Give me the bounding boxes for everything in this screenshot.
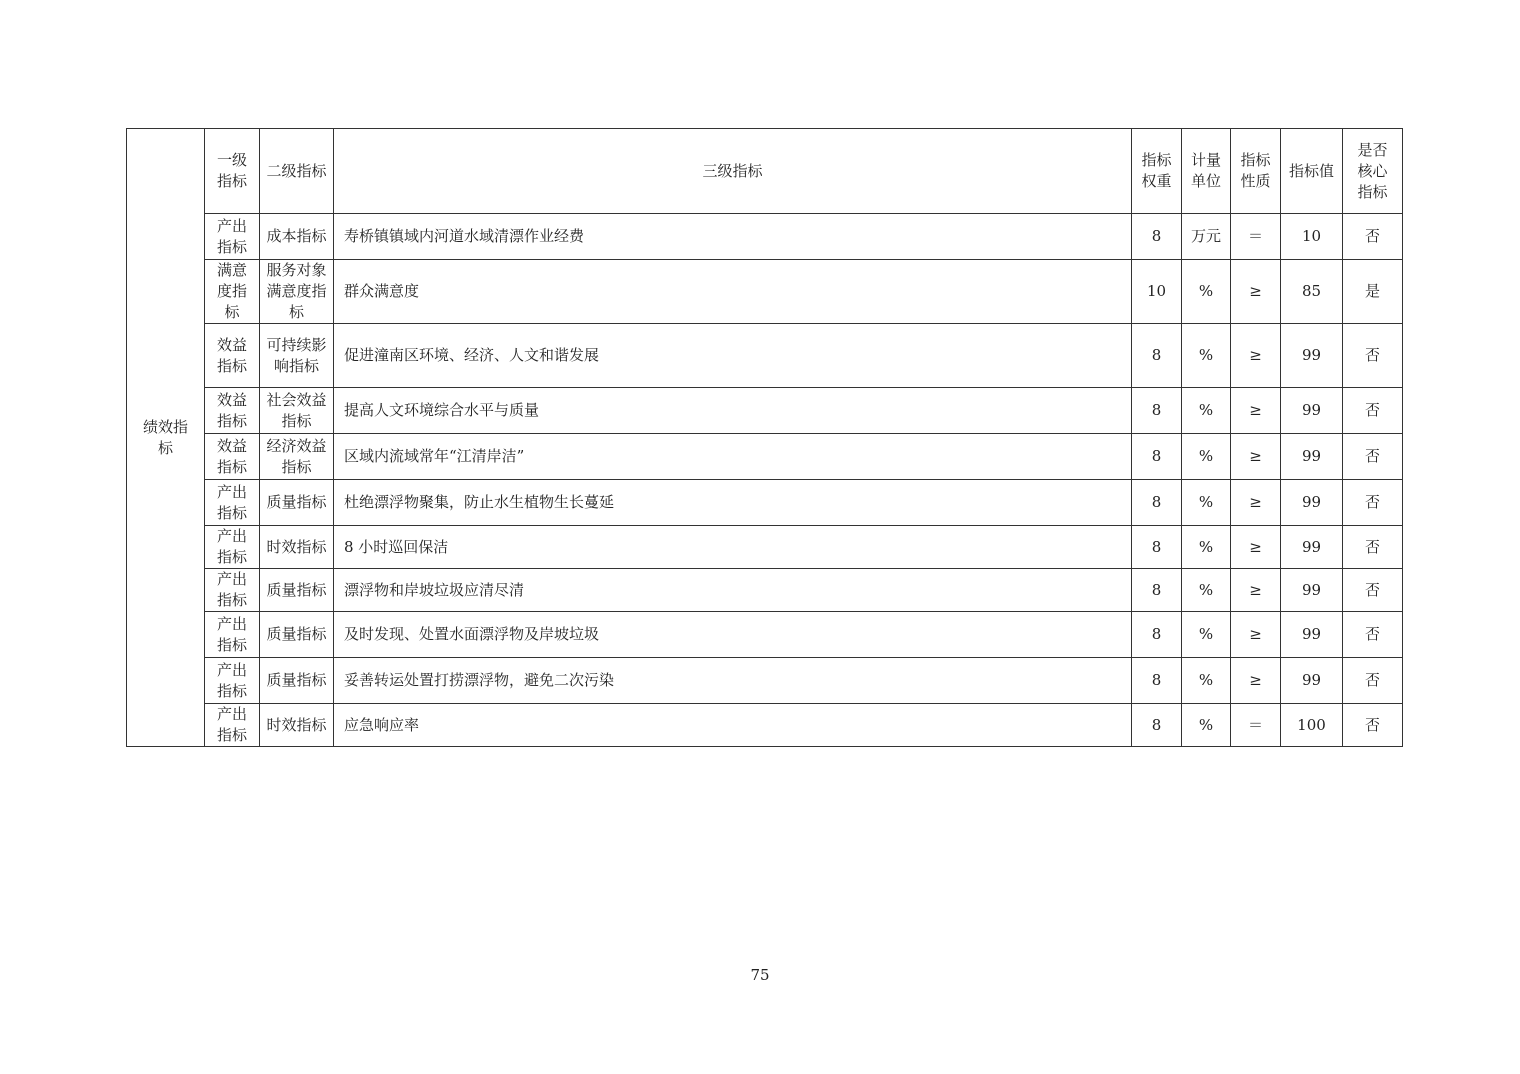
header-unit: 计量单位 [1182,129,1231,214]
cell-core: 否 [1343,324,1403,388]
cell-level3: 区域内流域常年“江清岸洁” [334,434,1132,480]
table-row [127,480,1403,526]
cell-core: 否 [1343,704,1403,747]
header-nature: 指标性质 [1231,129,1281,214]
header-level2: 二级指标 [260,129,334,214]
cell-value: 99 [1281,480,1343,526]
cell-weight: 8 [1132,434,1182,480]
cell-nature: ≥ [1231,434,1281,480]
cell-unit: 万元 [1182,214,1231,260]
cell-value: 99 [1281,569,1343,612]
cell-value: 10 [1281,214,1343,260]
table-header-row [127,129,1403,214]
cell-value: 99 [1281,434,1343,480]
cell-level2: 质量指标 [260,480,334,526]
cell-level2: 时效指标 [260,526,334,569]
cell-weight: 8 [1132,569,1182,612]
cell-level1: 效益指标 [205,434,260,480]
cell-weight: 8 [1132,324,1182,388]
cell-core: 否 [1343,480,1403,526]
cell-unit: % [1182,704,1231,747]
cell-unit: % [1182,480,1231,526]
performance-indicator-table [126,128,1403,747]
cell-core: 是 [1343,260,1403,324]
cell-nature: ≥ [1231,388,1281,434]
cell-weight: 8 [1132,612,1182,658]
cell-level3: 及时发现、处置水面漂浮物及岸坡垃圾 [334,612,1132,658]
cell-level1: 产出指标 [205,526,260,569]
table-row [127,658,1403,704]
cell-level2: 可持续影响指标 [260,324,334,388]
page-number: 75 [750,966,770,984]
cell-unit: % [1182,569,1231,612]
cell-core: 否 [1343,388,1403,434]
group-label-cell: 绩效指标 [127,129,205,747]
cell-level2: 质量指标 [260,612,334,658]
cell-unit: % [1182,388,1231,434]
cell-value: 99 [1281,612,1343,658]
cell-core: 否 [1343,214,1403,260]
table-row [127,569,1403,612]
table-row [127,704,1403,747]
table-row [127,526,1403,569]
cell-core: 否 [1343,612,1403,658]
cell-level2: 成本指标 [260,214,334,260]
table-row [127,260,1403,324]
cell-level2: 经济效益指标 [260,434,334,480]
cell-level3: 杜绝漂浮物聚集，防止水生植物生长蔓延 [334,480,1132,526]
cell-level1: 产出指标 [205,569,260,612]
cell-level1: 产出指标 [205,214,260,260]
cell-core: 否 [1343,434,1403,480]
header-weight: 指标权重 [1132,129,1182,214]
cell-weight: 8 [1132,658,1182,704]
cell-nature: ≥ [1231,480,1281,526]
table-row [127,324,1403,388]
cell-level1: 产出指标 [205,704,260,747]
cell-nature: ≥ [1231,260,1281,324]
cell-unit: % [1182,526,1231,569]
cell-level3: 应急响应率 [334,704,1132,747]
cell-level3: 8 小时巡回保洁 [334,526,1132,569]
cell-core: 否 [1343,658,1403,704]
cell-value: 99 [1281,324,1343,388]
cell-level2: 时效指标 [260,704,334,747]
cell-nature: ≥ [1231,658,1281,704]
cell-unit: % [1182,612,1231,658]
header-level1: 一级指标 [205,129,260,214]
cell-level3: 提高人文环境综合水平与质量 [334,388,1132,434]
cell-level1: 效益指标 [205,388,260,434]
cell-value: 100 [1281,704,1343,747]
cell-level2: 服务对象满意度指标 [260,260,334,324]
cell-unit: % [1182,260,1231,324]
cell-nature: ＝ [1231,704,1281,747]
cell-level3: 促进潼南区环境、经济、人文和谐发展 [334,324,1132,388]
cell-weight: 8 [1132,388,1182,434]
cell-level2: 社会效益指标 [260,388,334,434]
cell-level2: 质量指标 [260,658,334,704]
cell-core: 否 [1343,526,1403,569]
table-row [127,388,1403,434]
cell-core: 否 [1343,569,1403,612]
header-level3: 三级指标 [334,129,1132,214]
cell-weight: 8 [1132,214,1182,260]
cell-weight: 8 [1132,704,1182,747]
cell-nature: ≥ [1231,526,1281,569]
cell-value: 99 [1281,388,1343,434]
cell-level1: 效益指标 [205,324,260,388]
cell-nature: ＝ [1231,214,1281,260]
cell-unit: % [1182,324,1231,388]
cell-level1: 产出指标 [205,658,260,704]
cell-nature: ≥ [1231,324,1281,388]
cell-weight: 8 [1132,480,1182,526]
cell-weight: 8 [1132,526,1182,569]
cell-nature: ≥ [1231,569,1281,612]
cell-value: 85 [1281,260,1343,324]
cell-weight: 10 [1132,260,1182,324]
cell-value: 99 [1281,658,1343,704]
cell-level3: 妥善转运处置打捞漂浮物，避免二次污染 [334,658,1132,704]
cell-level3: 寿桥镇镇域内河道水域清漂作业经费 [334,214,1132,260]
cell-level3: 漂浮物和岸坡垃圾应清尽清 [334,569,1132,612]
cell-value: 99 [1281,526,1343,569]
header-value: 指标值 [1281,129,1343,214]
table-row [127,434,1403,480]
cell-level2: 质量指标 [260,569,334,612]
cell-level1: 产出指标 [205,480,260,526]
cell-level1: 产出指标 [205,612,260,658]
cell-unit: % [1182,658,1231,704]
header-core: 是否核心指标 [1343,129,1403,214]
cell-level1: 满意度指标 [205,260,260,324]
cell-unit: % [1182,434,1231,480]
cell-nature: ≥ [1231,612,1281,658]
table-row [127,214,1403,260]
table-row [127,612,1403,658]
cell-level3: 群众满意度 [334,260,1132,324]
